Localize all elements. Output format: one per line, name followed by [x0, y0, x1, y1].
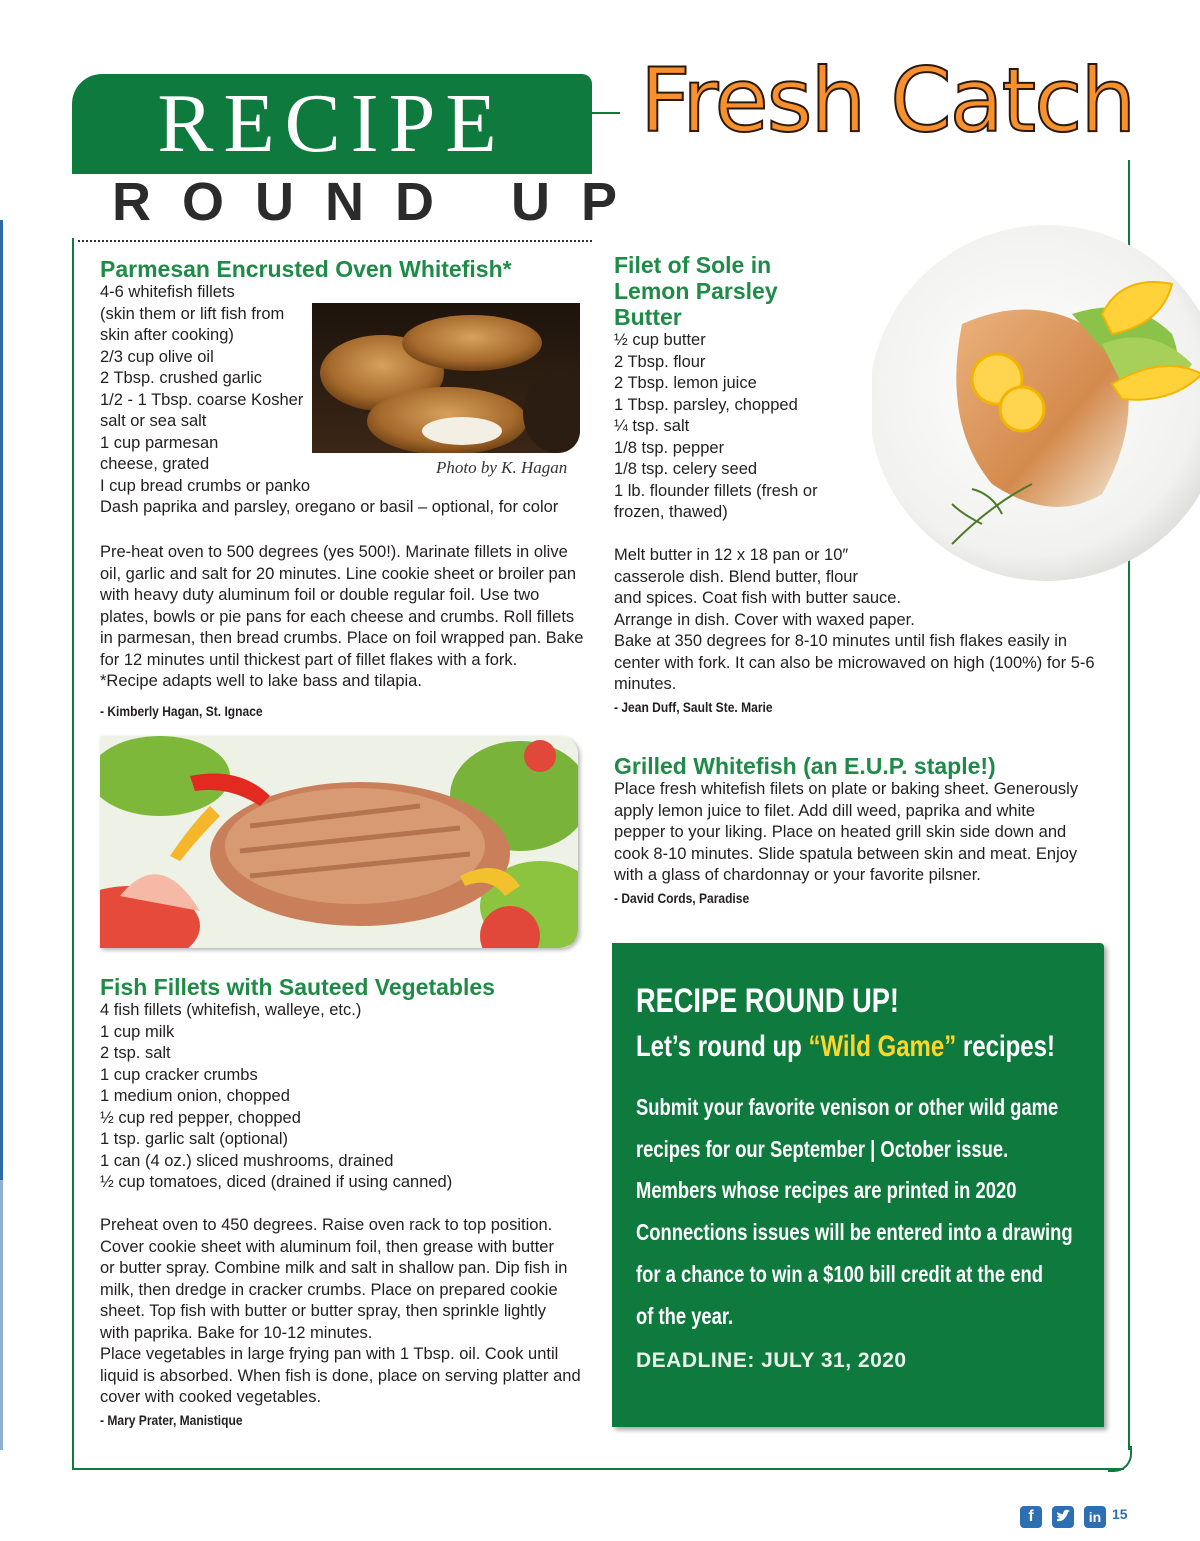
ingredient-line: 4-6 whitefish fillets — [100, 283, 235, 301]
ingredient-line: 1/8 tsp. celery seed — [614, 460, 758, 478]
page-edge — [0, 1180, 3, 1450]
photo-caption: Photo by K. Hagan — [436, 458, 568, 477]
ingredient-line: salt or sea salt — [100, 412, 207, 430]
ingredient-line: 4 fish fillets (whitefish, walleye, etc.) — [100, 1001, 362, 1019]
direction-line: Bake at 350 degrees for 8-10 minutes until fish flakes easily in — [614, 632, 1068, 650]
recipe-directions — [100, 542, 583, 693]
ingredient-line: 1 tsp. garlic salt (optional) — [100, 1130, 289, 1148]
page-number: 15 — [1112, 1506, 1128, 1522]
ingredient-line: cheese, grated — [100, 455, 210, 473]
ingredient-line: Dash paprika and parsley, oregano or basil – optional, for color — [100, 498, 559, 516]
recipe-title-line: Butter — [614, 304, 682, 330]
ingredient-line: 1 cup cracker crumbs — [100, 1065, 258, 1084]
direction-line: plates, bowls or pie pans for each cheese and crumbs. Roll fillets — [100, 607, 575, 626]
callout-body-line: recipes for our September | October issue. — [636, 1135, 1009, 1162]
recipe-title: Grilled Whitefish (an E.U.P. staple!) — [614, 753, 996, 779]
direction-line: with paprika. Bake for 10-12 minutes. — [100, 1323, 373, 1342]
frame-border-left — [72, 238, 74, 1470]
callout-deadline: DEADLINE: JULY 31, 2020 — [636, 1349, 907, 1372]
direction-line: oil, garlic and salt for 20 minutes. Line cookie sheet or broiler pan — [100, 564, 577, 583]
direction-line: cook 8-10 minutes. Slide spatula between skin and meat. Enjoy — [614, 844, 1078, 863]
linkedin-icon[interactable]: in — [1084, 1506, 1106, 1528]
callout-body-line: for a chance to win a $100 bill credit at the end — [636, 1260, 1043, 1287]
ingredient-line: 1 cup milk — [100, 1022, 175, 1041]
recipe-filet-of-sole — [614, 252, 818, 524]
ingredient-line: 1 medium onion, chopped — [100, 1087, 290, 1105]
ingredient-line: (skin them or lift fish from — [100, 304, 285, 323]
recipe-credit: - Mary Prater, Manistique — [100, 1412, 243, 1428]
header-title: RECIPE — [157, 77, 507, 170]
direction-line: apply lemon juice to filet. Add dill weed, paprika and white — [614, 801, 1035, 820]
recipe-roundup-callout — [612, 943, 1104, 1427]
direction-line: Melt butter in 12 x 18 pan or 10″ — [614, 546, 849, 564]
header-connector — [592, 112, 620, 114]
twitter-icon[interactable] — [1052, 1506, 1074, 1528]
direction-line: Preheat oven to 450 degrees. Raise oven rack to top position. — [100, 1216, 553, 1234]
recipe-credit: - Kimberly Hagan, St. Ignace — [100, 703, 263, 719]
ingredient-line: skin after cooking) — [100, 326, 234, 344]
direction-line: center with fork. It can also be microwaved on high (100%) for 5-6 — [614, 653, 1095, 672]
direction-line: casserole dish. Blend butter, flour — [614, 567, 858, 586]
ingredient-line: 1/8 tsp. pepper — [614, 438, 725, 457]
callout-subtitle — [636, 1029, 1055, 1065]
direction-line: liquid is absorbed. When fish is done, place on serving platter and — [100, 1366, 581, 1385]
recipe-grilled-whitefish — [614, 753, 1078, 887]
direction-line: Place vegetables in large frying pan with 1 Tbsp. oil. Cook until — [100, 1345, 559, 1363]
ingredient-line: ½ cup tomatoes, diced (drained if using canned) — [100, 1173, 453, 1191]
ingredient-line: 1 can (4 oz.) sliced mushrooms, drained — [100, 1151, 394, 1170]
direction-line: Cover cookie sheet with aluminum foil, then grease with butter — [100, 1237, 554, 1256]
direction-line: sheet. Top fish with butter or butter spray, then sprinkle lightly — [100, 1302, 547, 1320]
recipe-title-line: Filet of Sole in — [614, 252, 772, 278]
callout-title: RECIPE ROUND UP! — [636, 982, 899, 1020]
direction-line: pepper to your liking. Place on heated grill skin side down and — [614, 823, 1067, 841]
direction-line: milk, then dredge in cracker crumbs. Place on prepared cookie — [100, 1280, 558, 1299]
recipe-fish-fillets-vegetables — [100, 974, 495, 1194]
facebook-icon[interactable]: f — [1020, 1506, 1042, 1528]
callout-highlight: “Wild Game” — [808, 1030, 957, 1063]
callout-subtitle-end: recipes! — [956, 1030, 1055, 1063]
ingredient-list — [100, 1000, 495, 1194]
direction-line: or butter spray. Combine milk and salt in shallow pan. Dip fish in — [100, 1259, 568, 1277]
photo-baked-whitefish — [312, 303, 580, 453]
callout-body-line: of the year. — [636, 1302, 734, 1329]
ingredient-line: 1/2 - 1 Tbsp. coarse Kosher — [100, 390, 304, 409]
callout-body-line: Connections issues will be entered into a drawing — [636, 1219, 1073, 1246]
callout-subtitle-start: Let’s round up — [636, 1030, 809, 1063]
direction-line: Pre-heat oven to 500 degrees (yes 500!). Marinate fillets in olive — [100, 543, 568, 561]
ingredient-list — [614, 330, 818, 524]
direction-line: *Recipe adapts well to lake bass and tilapia. — [100, 672, 422, 690]
direction-line: cover with cooked vegetables. — [100, 1388, 322, 1406]
ingredient-line: 2 tsp. salt — [100, 1044, 171, 1062]
direction-line: in parmesan, then bread crumbs. Place on foil wrapped pan. Bake — [100, 629, 584, 647]
recipe-title: Fish Fillets with Sauteed Vegetables — [100, 974, 495, 1000]
ingredient-line: ½ cup butter — [614, 331, 706, 349]
ingredient-line: 2 Tbsp. lemon juice — [614, 374, 757, 392]
direction-line: with a glass of chardonnay or your favorite pilsner. — [614, 866, 981, 884]
ingredient-line: frozen, thawed) — [614, 503, 728, 521]
photo-plated-fish-lemon — [872, 224, 1200, 582]
direction-line: with heavy duty aluminum foil or double regular foil. Use two — [100, 586, 540, 604]
recipe-directions — [614, 545, 1095, 696]
callout-body — [636, 1087, 1084, 1337]
direction-line: Arrange in dish. Cover with waxed paper. — [614, 610, 915, 629]
ingredient-line: ¼ tsp. salt — [614, 417, 690, 435]
callout-body-line: Submit your favorite venison or other wild game — [636, 1094, 1059, 1120]
frame-border-bottom — [72, 1468, 1124, 1470]
frame-corner — [1108, 1446, 1132, 1472]
ingredient-line: 2 Tbsp. crushed garlic — [100, 369, 263, 387]
recipe-title: Parmesan Encrusted Oven Whitefish* — [100, 256, 512, 282]
direction-line: Place fresh whitefish filets on plate or baking sheet. Generously — [614, 780, 1079, 798]
direction-line: for 12 minutes until thickest part of fillet flakes with a fork. — [100, 650, 518, 669]
ingredient-line: 2 Tbsp. flour — [614, 352, 706, 371]
direction-line: and spices. Coat fish with butter sauce. — [614, 589, 902, 607]
dotted-divider — [78, 240, 592, 242]
recipe-directions — [614, 779, 1078, 887]
recipe-title — [614, 252, 818, 330]
recipe-credit: - David Cords, Paradise — [614, 890, 750, 906]
ingredient-line: ½ cup red pepper, chopped — [100, 1108, 301, 1127]
recipe-credit: - Jean Duff, Sault Ste. Marie — [614, 699, 773, 715]
ingredient-line: 1 Tbsp. parsley, chopped — [614, 395, 798, 414]
page-edge — [0, 220, 3, 1180]
recipe-directions — [100, 1215, 581, 1409]
direction-line: minutes. — [614, 675, 677, 693]
photo-grilled-fish-salad — [100, 736, 578, 948]
theme-title: Fresh Catch — [640, 49, 1135, 152]
recipe-title-line: Lemon Parsley — [614, 278, 778, 304]
ingredient-line: I cup bread crumbs or panko — [100, 476, 311, 495]
header-subtitle: ROUND UP — [112, 172, 649, 232]
callout-body-line: Members whose recipes are printed in 2020 — [636, 1177, 1017, 1204]
ingredient-line: 2/3 cup olive oil — [100, 347, 214, 366]
ingredient-line: 1 cup parmesan — [100, 433, 219, 452]
ingredient-line: 1 lb. flounder fillets (fresh or — [614, 481, 818, 500]
